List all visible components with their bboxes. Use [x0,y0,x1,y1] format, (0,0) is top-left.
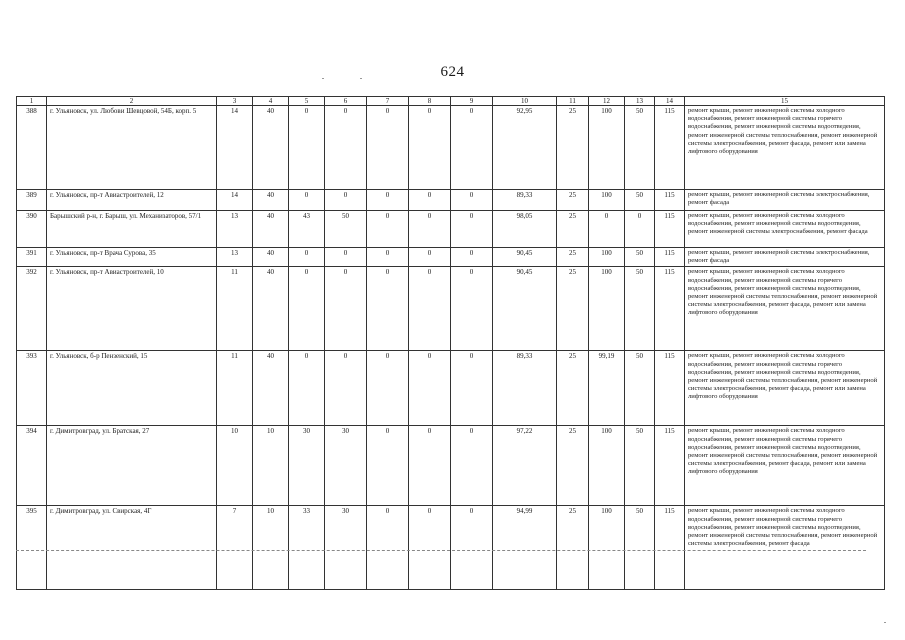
row-number: 391 [17,248,47,267]
page-number: 624 [440,64,465,80]
value-cell: 0 [451,351,493,426]
value-cell: 0 [289,267,325,351]
value-cell: 25 [557,506,589,590]
value-cell: 50 [625,248,655,267]
value-cell: 97,22 [493,426,557,506]
value-cell: 33 [289,506,325,590]
value-cell: 0 [367,211,409,248]
value-cell: 0 [451,267,493,351]
value-cell: 0 [451,248,493,267]
value-cell: 0 [625,211,655,248]
value-cell: 0 [409,211,451,248]
value-cell: 25 [557,190,589,211]
address-cell: г. Димитровград, ул. Свирская, 4Г [47,506,217,590]
value-cell: 40 [253,106,289,190]
works-cell: ремонт крыши, ремонт инженерной системы холодного водоснабжения, ремонт инженерной системы горячего водоснабжения, ремонт инженерной системы водоотведения, ремонт инженерной системы теплоснабжения, ремонт инженерной системы электроснабжения, ремонт фасада [685,506,885,590]
value-cell: 0 [409,426,451,506]
col-header: 2 [47,97,217,106]
value-cell: 0 [367,190,409,211]
value-cell: 30 [289,426,325,506]
value-cell: 0 [409,506,451,590]
value-cell: 25 [557,248,589,267]
value-cell: 99,19 [589,351,625,426]
value-cell: 50 [625,351,655,426]
scan-artifact-dot [884,622,886,623]
table-row [17,106,885,190]
value-cell: 115 [655,426,685,506]
value-cell: 0 [289,190,325,211]
register-table [16,96,885,590]
row-number: 389 [17,190,47,211]
value-cell: 115 [655,267,685,351]
col-header: 6 [325,97,367,106]
value-cell: 90,45 [493,248,557,267]
value-cell: 0 [589,211,625,248]
col-header: 10 [493,97,557,106]
value-cell: 0 [367,267,409,351]
value-cell: 0 [409,351,451,426]
scan-artifact-dot [322,78,324,79]
value-cell: 0 [367,351,409,426]
header-row [17,97,885,106]
value-cell: 100 [589,426,625,506]
works-cell: ремонт крыши, ремонт инженерной системы холодного водоснабжения, ремонт инженерной системы горячего водоснабжения, ремонт инженерной системы водоотведения, ремонт инженерной системы теплоснабжения, ремонт инженерной системы электроснабжения, ремонт фасада, ремонт или замена лифтового оборудования [685,106,885,190]
address-cell: г. Димитровград, ул. Братская, 27 [47,426,217,506]
value-cell: 25 [557,426,589,506]
value-cell: 0 [409,248,451,267]
address-cell: г. Ульяновск, ул. Любови Шевцовой, 54Б, корп. 5 [47,106,217,190]
value-cell: 0 [289,351,325,426]
col-header: 5 [289,97,325,106]
value-cell: 115 [655,351,685,426]
value-cell: 0 [451,190,493,211]
row-number: 390 [17,211,47,248]
value-cell: 100 [589,190,625,211]
value-cell: 115 [655,248,685,267]
value-cell: 14 [217,106,253,190]
value-cell: 115 [655,506,685,590]
value-cell: 30 [325,426,367,506]
value-cell: 90,45 [493,267,557,351]
value-cell: 50 [625,267,655,351]
col-header: 8 [409,97,451,106]
value-cell: 100 [589,267,625,351]
row-number: 392 [17,267,47,351]
value-cell: 0 [367,248,409,267]
address-cell: г. Ульяновск, пр-т Врача Сурова, 35 [47,248,217,267]
value-cell: 115 [655,211,685,248]
value-cell: 94,99 [493,506,557,590]
value-cell: 25 [557,106,589,190]
value-cell: 30 [325,506,367,590]
col-header: 4 [253,97,289,106]
value-cell: 25 [557,267,589,351]
table-row [17,248,885,267]
value-cell: 0 [289,248,325,267]
value-cell: 0 [289,106,325,190]
value-cell: 115 [655,106,685,190]
value-cell: 40 [253,211,289,248]
value-cell: 0 [367,506,409,590]
col-header: 7 [367,97,409,106]
value-cell: 100 [589,248,625,267]
value-cell: 0 [325,106,367,190]
value-cell: 50 [625,106,655,190]
value-cell: 25 [557,351,589,426]
address-cell: г. Ульяновск, б-р Пензенский, 15 [47,351,217,426]
value-cell: 0 [367,106,409,190]
value-cell: 14 [217,190,253,211]
value-cell: 43 [289,211,325,248]
col-header: 9 [451,97,493,106]
value-cell: 100 [589,106,625,190]
value-cell: 10 [253,506,289,590]
works-cell: ремонт крыши, ремонт инженерной системы холодного водоснабжения, ремонт инженерной системы горячего водоснабжения, ремонт инженерной системы водоотведения, ремонт инженерной системы теплоснабжения, ремонт инженерной системы электроснабжения, ремонт фасада, ремонт или замена лифтового оборудования [685,351,885,426]
table-row [17,351,885,426]
value-cell: 50 [625,506,655,590]
value-cell: 10 [217,426,253,506]
works-cell: ремонт крыши, ремонт инженерной системы холодного водоснабжения, ремонт инженерной системы горячего водоснабжения, ремонт инженерной системы водоотведения, ремонт инженерной системы теплоснабжения, ремонт инженерной системы электроснабжения, ремонт фасада, ремонт или замена лифтового оборудования [685,267,885,351]
value-cell: 13 [217,248,253,267]
value-cell: 0 [325,351,367,426]
row-number: 393 [17,351,47,426]
value-cell: 40 [253,351,289,426]
table-row [17,211,885,248]
value-cell: 89,33 [493,190,557,211]
col-header: 14 [655,97,685,106]
table-row [17,426,885,506]
address-cell: Барышский р-н, г. Барыш, ул. Механизаторов, 57/1 [47,211,217,248]
value-cell: 0 [451,506,493,590]
value-cell: 10 [253,426,289,506]
value-cell: 7 [217,506,253,590]
works-cell: ремонт крыши, ремонт инженерной системы холодного водоснабжения, ремонт инженерной системы водоотведения, ремонт инженерной системы электроснабжения, ремонт фасада [685,211,885,248]
value-cell: 0 [451,106,493,190]
table-row [17,506,885,590]
row-number: 395 [17,506,47,590]
value-cell: 89,33 [493,351,557,426]
col-header: 12 [589,97,625,106]
value-cell: 50 [625,190,655,211]
value-cell: 13 [217,211,253,248]
col-header: 13 [625,97,655,106]
value-cell: 0 [325,248,367,267]
scan-artifact-line [16,550,866,551]
value-cell: 0 [325,190,367,211]
value-cell: 50 [625,426,655,506]
row-number: 388 [17,106,47,190]
value-cell: 40 [253,248,289,267]
value-cell: 0 [451,211,493,248]
table-row [17,190,885,211]
table-body [17,106,885,590]
row-number: 394 [17,426,47,506]
value-cell: 0 [409,106,451,190]
value-cell: 0 [325,267,367,351]
value-cell: 40 [253,190,289,211]
col-header: 3 [217,97,253,106]
value-cell: 50 [325,211,367,248]
value-cell: 100 [589,506,625,590]
value-cell: 40 [253,267,289,351]
table-row [17,267,885,351]
value-cell: 25 [557,211,589,248]
value-cell: 98,05 [493,211,557,248]
value-cell: 0 [367,426,409,506]
address-cell: г. Ульяновск, пр-т Авиастроителей, 10 [47,267,217,351]
value-cell: 0 [451,426,493,506]
value-cell: 11 [217,351,253,426]
scan-artifact-dot [360,78,362,79]
value-cell: 92,95 [493,106,557,190]
value-cell: 11 [217,267,253,351]
address-cell: г. Ульяновск, пр-т Авиастроителей, 12 [47,190,217,211]
col-header: 11 [557,97,589,106]
value-cell: 0 [409,267,451,351]
value-cell: 0 [409,190,451,211]
works-cell: ремонт крыши, ремонт инженерной системы холодного водоснабжения, ремонт инженерной системы горячего водоснабжения, ремонт инженерной системы водоотведения, ремонт инженерной системы теплоснабжения, ремонт инженерной системы электроснабжения, ремонт фасада, ремонт или замена лифтового оборудования [685,426,885,506]
col-header: 15 [685,97,885,106]
col-header: 1 [17,97,47,106]
works-cell: ремонт крыши, ремонт инженерной системы электроснабжения, ремонт фасада [685,248,885,267]
works-cell: ремонт крыши, ремонт инженерной системы электроснабжения, ремонт фасада [685,190,885,211]
value-cell: 115 [655,190,685,211]
